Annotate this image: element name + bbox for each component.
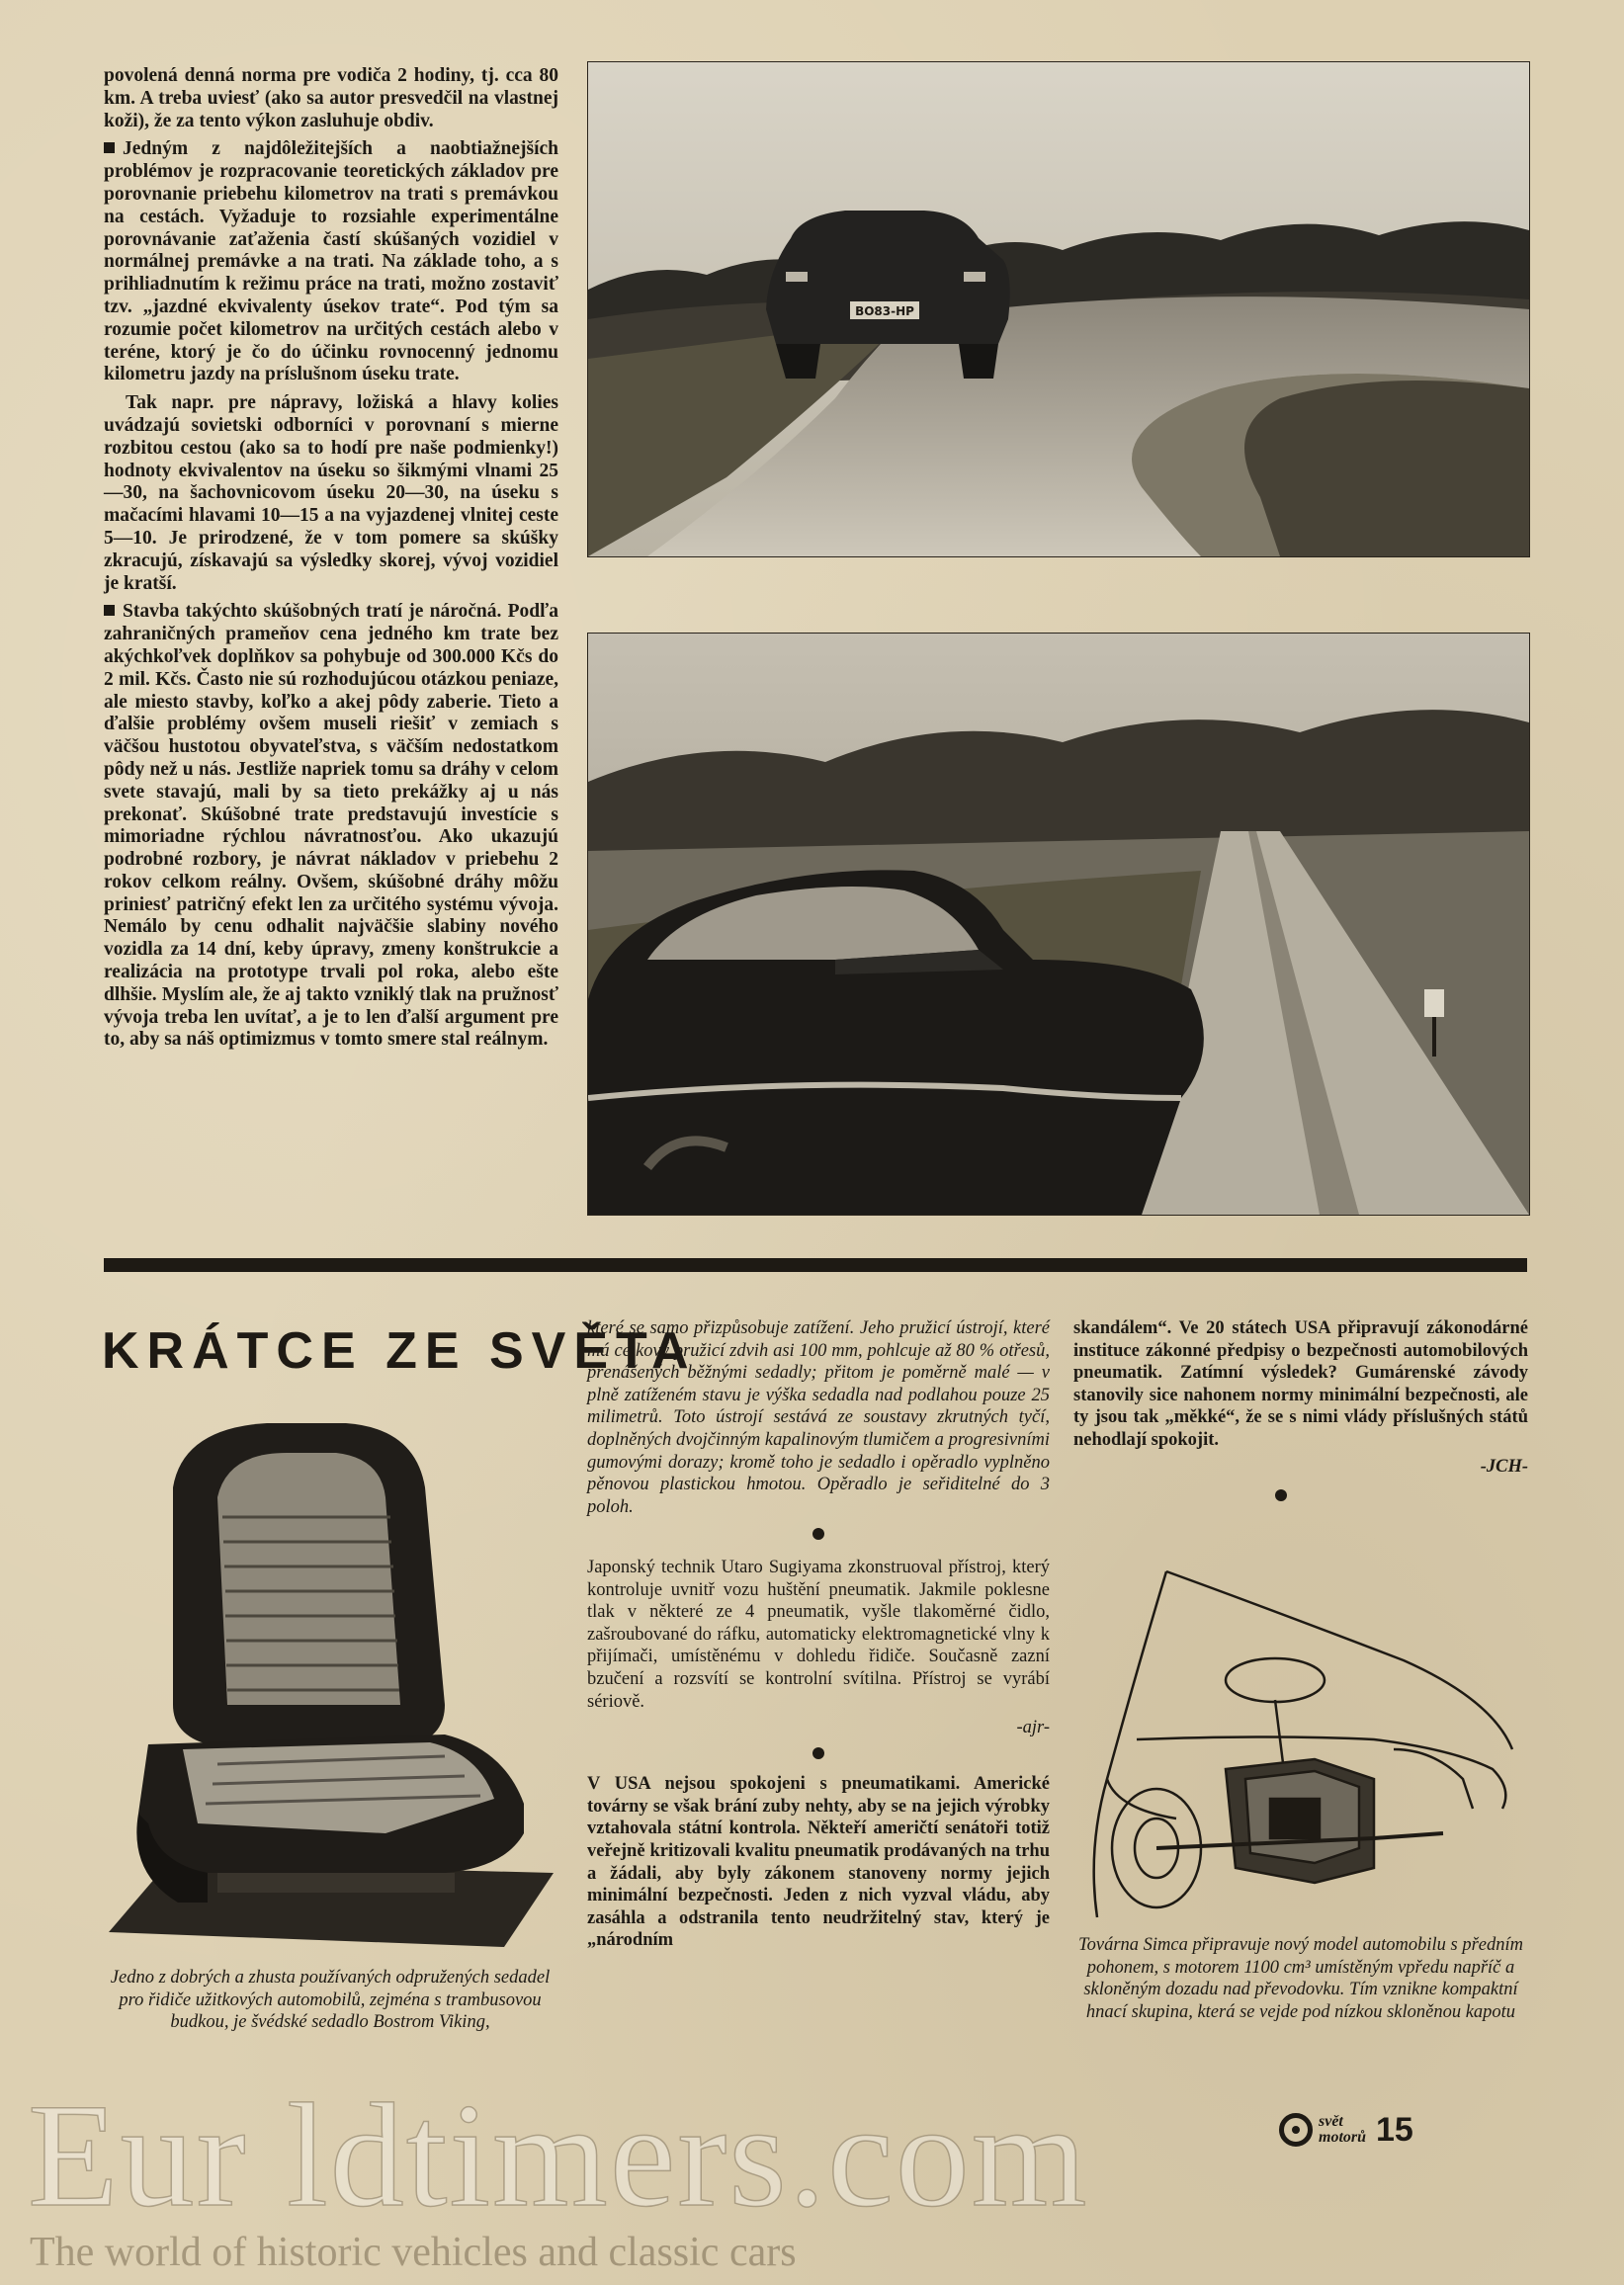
paragraph-2-text: Jedným z najdôležitejších a naobtiažnejších problémov je rozpracovanie teoretických základov pre porovnanie priebehu kilometrov na trati s premávkou na cestách. Vyžaduje to rozsiahle experimentálne porovnávanie zaťaženia častí skúšaných vozidiel v normálnej premávke a na trati. Na základe toho, a s prihliadnutím k režimu práce na trati, možno zostaviť tzv. „jazdné ekvivalenty úsekov trate“. Pod tým sa rozumie počet kilometrov na určitých cestách alebo v teréne, ktorý je čo do účinku rovnocenný jednomu kilometru jazdy na príslušnom úseku trate. xyxy=(104,138,558,385)
news-column-right xyxy=(1073,1317,1528,1478)
magazine-name-line2: motorů xyxy=(1319,2129,1367,2146)
usa-item: V USA nejsou spokojeni s pneumatikami. Americké továrny se však brání zuby nehty, aby se na jejich výrobky vztahovala státní kontrola. Někteří američtí senátoři totiž veřejně kritizovali kvalitu pneumatik prodávaných na trhu a žádali, aby byly zákonem stanoveny normy jejich minimální bezpečnosti. Jeden z nich vyzval vládu, aby zasáhla a odstranila tento neudržitelný stav, který je „národním xyxy=(587,1774,1050,1951)
seat-article-continued: které se samo přizpůsobuje zatížení. Jeho pružicí ústrojí, které má celkový pružicí zdvih asi 100 mm, pohlcuje až 80 % otřesů, přenášených běžnými sedadly; přitom je poměrně malé — v plně zatíženém stavu je výška sedadla nad podlahou pouze 25 milimetrů. Toto ústrojí sestává ze soustavy zkrutných tyčí, doplněných dvojčinným kapalinovým tlumičem a progresivními gumovými dorazy; kromě toho je sedadlo i opěradlo vyplněno pěnovou plastickou hmotou. Opěradlo je seřiditelné do 3 poloh. xyxy=(587,1318,1050,1517)
license-plate-text: BO83-HP xyxy=(855,304,914,318)
news-column-middle xyxy=(587,1317,1050,1956)
simca-caption: Továrna Simca připravuje nový model automobilu s předním pohonem, s motorem 1100 cm³ umístěným vpředu napříč a skloněným dozadu nad převodovku. Tím vznikne kompaktní hnací skupina, která se vejde pod nízkou skloněnou kapotu xyxy=(1078,1935,1523,2022)
svet-motoru-logo-icon xyxy=(1279,2113,1313,2147)
bullet-dot-icon xyxy=(812,1747,824,1759)
photo-test-track-curve xyxy=(587,61,1530,557)
paragraph-1: povolená denná norma pre vodiča 2 hodiny, tj. cca 80 km. A treba uviesť (ako sa autor presvedčil na vlastnej koži), že za tento výkon zasluhuje obdiv. xyxy=(104,65,558,131)
article-column-top xyxy=(104,65,558,1058)
paragraph-4-text: Stavba takýchto skúšobných tratí je náročná. Podľa zahraničných prameňov cena jedného km trate bez akýchkoľvek doplňkov sa pohybuje od 300.000 Kčs do 2 mil. Kčs. Často nie sú rozhodujúcou otázkou peniaze, ale miesto stavby, koľko a akej pôdy zaberie. Tieto a ďalšie problémy ovšem museli riešiť v zemiach s väčšou hustotou obyvateľstva, s väčším nedostatkom pôdy než u nás. Jestliže napriek tomu sa dráhy v celom svete stavajú, mali by sa tieto prekážky aj u nás prekonať. Skúšobné trate predstavujú investície s mimoriadne rýchlou návratnosťou. Ako ukazujú podrobné rozbory, je návrat nákladov v priebehu 2 rokov celkom reálny. Ovšem, skúšobné dráhy môžu priniesť patričný efekt len za určitého systému vývoja. Nemálo by cenu odhalit najväčšie slabiny nového vozidla za 14 dní, keby úpravy, zmeny konštrukcie a realizácia na prototype trvali pol roka, alebo ešte dlhšie. Myslím ale, že aj takto vzniklý tlak na pružnosť vývoja treba len uvítať, a je to len ďalší argument pre to, aby sa náš optimizmus v tomto smere stal reálnym. xyxy=(104,601,558,1051)
seat-caption: Jedno z dobrých a zhusta používaných odpružených sedadel pro řidiče užitkových automobilů, zejména s trambusovou budkou, je švédské sedadlo Bostrom Viking, xyxy=(110,1968,551,2032)
section-headline: KRÁTCE ZE SVĚTA xyxy=(102,1322,697,1380)
bullet-dot-icon xyxy=(1275,1489,1287,1501)
track-curve-illustration xyxy=(588,62,1529,556)
separator-dot-2 xyxy=(587,1743,1050,1766)
magazine-name-line1: svět xyxy=(1319,2113,1343,2130)
usa-item-continued: skandálem“. Ve 20 státech USA připravují zákonodárné instituce zákonné předpisy o bezpečnosti automobilových pneumatik. Zatímní výsledek? Gumárenské závody stanovily sice nahonem normy minimální bezpečnosti, ale ty jsou tak „měkké“, že se s nimi vlády příslušných států nehodlají spokojit. xyxy=(1073,1318,1528,1450)
separator-dot-3 xyxy=(1275,1488,1287,1506)
watermark-sub: The world of historic vehicles and classic cars xyxy=(30,2230,797,2275)
bullet-square-icon xyxy=(104,142,115,153)
driver-seat-icon xyxy=(89,1408,563,1962)
magazine-footer xyxy=(1279,2110,1493,2150)
test-road-illustration xyxy=(588,634,1529,1215)
section-divider xyxy=(104,1258,1527,1272)
paragraph-3: Tak napr. pre nápravy, ložiská a hlavy kolies uvádzajú sovietski odborníci v porovnaní s mierne rozbitou cestou (ako sa to hodí pre naše podmienky!) hodnoty ekvivalentov na úseku so šikmými vlnami 25—30, na šachovnicovom úseku 20—30, na úseku s mačacími hlavami 10—15 a na vyjazdenej vlnitej ceste 5—10. Je prirodzené, že v tom pomere sa skúšky zkracujú, získavajú sa výsledky skorej, vývoj vozidiel je kratší. xyxy=(104,392,558,594)
japan-item: Japonský technik Utaro Sugiyama zkonstruoval přístroj, který kontroluje uvnitř vozu huštění pneumatik. Jakmile poklesne tlak v některé ze 4 pneumatik, vyšle tlakoměrné čidlo, zašroubované do ráfku, automaticky elektromagnetické vlny k přijímači, umístěnému v dohledu řidiče. Současně zazní bzučení a rozsvítí se kontrolní svítilna. Přístroj se vyrábí sériově. xyxy=(587,1557,1050,1712)
bullet-dot-icon xyxy=(812,1528,824,1540)
photo-test-road-car xyxy=(587,633,1530,1216)
paragraph-2 xyxy=(104,138,558,386)
simca-front-drive-sketch xyxy=(1077,1552,1532,1927)
page-number: 15 xyxy=(1376,2110,1413,2149)
paragraph-4 xyxy=(104,601,558,1052)
separator-dot-1 xyxy=(587,1524,1050,1547)
watermark-main: Eur ldtimers.com xyxy=(28,2073,1089,2238)
seat-illustration xyxy=(89,1408,563,1962)
usa-signature: -JCH- xyxy=(1480,1456,1528,1477)
japan-signature: -ajr- xyxy=(1016,1718,1050,1738)
simca-drawing xyxy=(1077,1552,1532,1927)
magazine-name xyxy=(1319,2114,1366,2146)
bullet-square-icon xyxy=(104,605,115,616)
